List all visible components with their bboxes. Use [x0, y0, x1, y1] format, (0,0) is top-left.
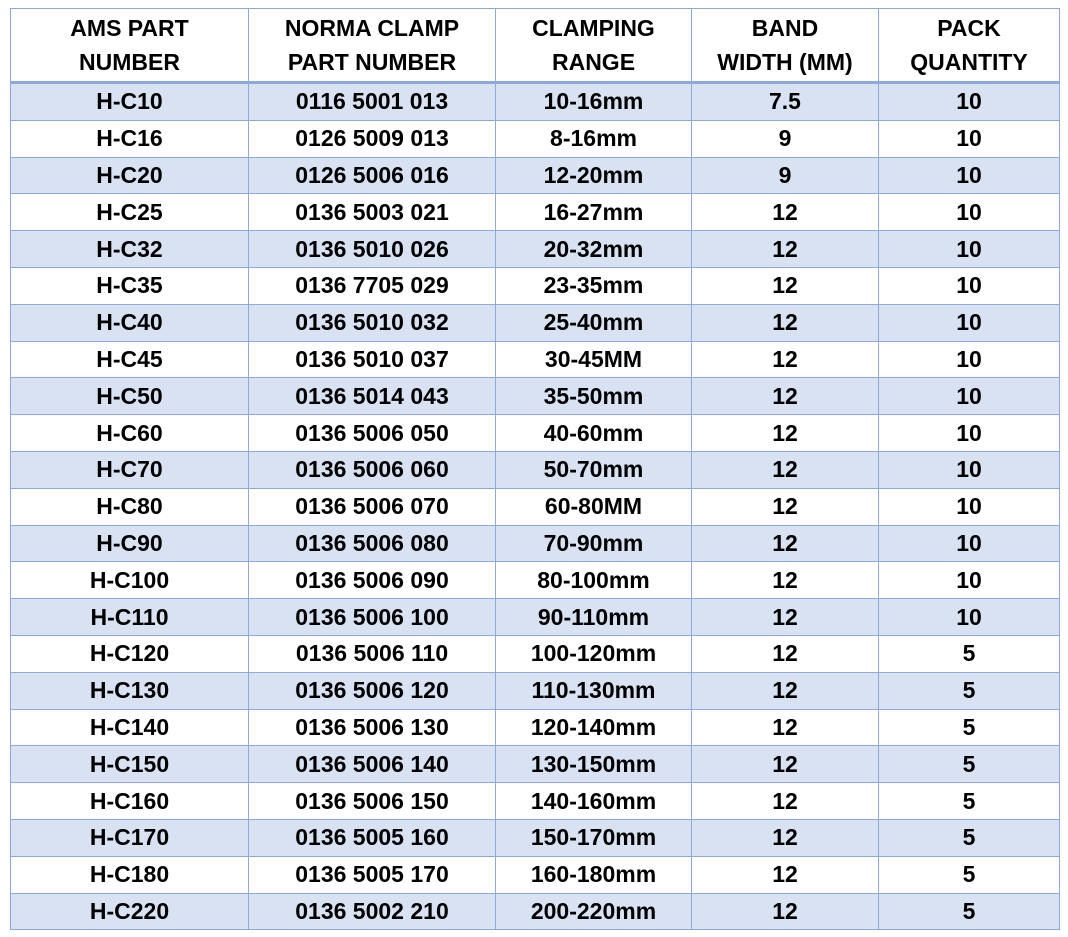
- norma-part-number-cell: 0116 5001 013: [249, 83, 496, 121]
- table-row: [11, 562, 1060, 599]
- clamping-range-cell: 8-16mm: [496, 120, 692, 157]
- ams-part-number-cell: H-C80: [11, 488, 249, 525]
- pack-quantity-cell: 5: [879, 746, 1060, 783]
- band-width-cell: 12: [692, 194, 879, 231]
- clamp-table: [10, 8, 1060, 930]
- pack-quantity-cell: 5: [879, 819, 1060, 856]
- table-row: [11, 194, 1060, 231]
- pack-quantity-cell: 10: [879, 562, 1060, 599]
- ams-part-number-cell: H-C100: [11, 562, 249, 599]
- clamping-range-cell: 23-35mm: [496, 267, 692, 304]
- norma-part-number-cell: 0136 5010 032: [249, 304, 496, 341]
- table-row: [11, 157, 1060, 194]
- header-pack-quantity: PACK QUANTITY: [879, 9, 1060, 83]
- pack-quantity-cell: 10: [879, 83, 1060, 121]
- band-width-cell: 12: [692, 451, 879, 488]
- clamping-range-cell: 70-90mm: [496, 525, 692, 562]
- table-row: [11, 893, 1060, 930]
- table-row: [11, 341, 1060, 378]
- ams-part-number-cell: H-C110: [11, 599, 249, 636]
- norma-part-number-cell: 0136 5006 060: [249, 451, 496, 488]
- norma-part-number-cell: 0136 7705 029: [249, 267, 496, 304]
- norma-part-number-cell: 0136 5002 210: [249, 893, 496, 930]
- band-width-cell: 12: [692, 783, 879, 820]
- band-width-cell: 9: [692, 120, 879, 157]
- band-width-cell: 12: [692, 231, 879, 268]
- clamping-range-cell: 20-32mm: [496, 231, 692, 268]
- norma-part-number-cell: 0126 5009 013: [249, 120, 496, 157]
- pack-quantity-cell: 5: [879, 783, 1060, 820]
- clamping-range-cell: 130-150mm: [496, 746, 692, 783]
- ams-part-number-cell: H-C50: [11, 378, 249, 415]
- band-width-cell: 12: [692, 562, 879, 599]
- clamping-range-cell: 40-60mm: [496, 415, 692, 452]
- table-body: [11, 83, 1060, 930]
- norma-part-number-cell: 0136 5006 110: [249, 635, 496, 672]
- table-row: [11, 599, 1060, 636]
- ams-part-number-cell: H-C70: [11, 451, 249, 488]
- norma-part-number-cell: 0136 5006 050: [249, 415, 496, 452]
- band-width-cell: 12: [692, 709, 879, 746]
- norma-part-number-cell: 0136 5006 120: [249, 672, 496, 709]
- norma-part-number-cell: 0136 5005 170: [249, 856, 496, 893]
- clamping-range-cell: 120-140mm: [496, 709, 692, 746]
- norma-part-number-cell: 0136 5003 021: [249, 194, 496, 231]
- pack-quantity-cell: 10: [879, 267, 1060, 304]
- band-width-cell: 9: [692, 157, 879, 194]
- band-width-cell: 12: [692, 746, 879, 783]
- band-width-cell: 12: [692, 341, 879, 378]
- header-band-width: BAND WIDTH (MM): [692, 9, 879, 83]
- ams-part-number-cell: H-C20: [11, 157, 249, 194]
- ams-part-number-cell: H-C45: [11, 341, 249, 378]
- ams-part-number-cell: H-C130: [11, 672, 249, 709]
- norma-part-number-cell: 0136 5006 100: [249, 599, 496, 636]
- pack-quantity-cell: 10: [879, 378, 1060, 415]
- band-width-cell: 12: [692, 525, 879, 562]
- table-header: [11, 9, 1060, 83]
- norma-part-number-cell: 0136 5010 037: [249, 341, 496, 378]
- table-row: [11, 635, 1060, 672]
- clamping-range-cell: 35-50mm: [496, 378, 692, 415]
- ams-part-number-cell: H-C16: [11, 120, 249, 157]
- norma-part-number-cell: 0136 5010 026: [249, 231, 496, 268]
- pack-quantity-cell: 10: [879, 525, 1060, 562]
- ams-part-number-cell: H-C35: [11, 267, 249, 304]
- header-row: [11, 9, 1060, 83]
- table-row: [11, 120, 1060, 157]
- clamping-range-cell: 80-100mm: [496, 562, 692, 599]
- band-width-cell: 12: [692, 378, 879, 415]
- ams-part-number-cell: H-C150: [11, 746, 249, 783]
- ams-part-number-cell: H-C220: [11, 893, 249, 930]
- ams-part-number-cell: H-C90: [11, 525, 249, 562]
- pack-quantity-cell: 10: [879, 341, 1060, 378]
- table-row: [11, 746, 1060, 783]
- table-row: [11, 488, 1060, 525]
- table-row: [11, 451, 1060, 488]
- norma-part-number-cell: 0136 5006 140: [249, 746, 496, 783]
- pack-quantity-cell: 5: [879, 635, 1060, 672]
- norma-part-number-cell: 0136 5006 150: [249, 783, 496, 820]
- table-row: [11, 525, 1060, 562]
- ams-part-number-cell: H-C160: [11, 783, 249, 820]
- band-width-cell: 12: [692, 599, 879, 636]
- table-row: [11, 672, 1060, 709]
- ams-part-number-cell: H-C25: [11, 194, 249, 231]
- pack-quantity-cell: 10: [879, 194, 1060, 231]
- band-width-cell: 12: [692, 856, 879, 893]
- pack-quantity-cell: 10: [879, 120, 1060, 157]
- pack-quantity-cell: 10: [879, 157, 1060, 194]
- clamping-range-cell: 110-130mm: [496, 672, 692, 709]
- clamping-range-cell: 50-70mm: [496, 451, 692, 488]
- header-norma-clamp-part-number: NORMA CLAMP PART NUMBER: [249, 9, 496, 83]
- norma-part-number-cell: 0136 5006 130: [249, 709, 496, 746]
- ams-part-number-cell: H-C120: [11, 635, 249, 672]
- band-width-cell: 12: [692, 893, 879, 930]
- pack-quantity-cell: 10: [879, 488, 1060, 525]
- ams-part-number-cell: H-C32: [11, 231, 249, 268]
- ams-part-number-cell: H-C60: [11, 415, 249, 452]
- pack-quantity-cell: 5: [879, 672, 1060, 709]
- norma-part-number-cell: 0126 5006 016: [249, 157, 496, 194]
- clamping-range-cell: 25-40mm: [496, 304, 692, 341]
- ams-part-number-cell: H-C140: [11, 709, 249, 746]
- band-width-cell: 12: [692, 488, 879, 525]
- clamping-range-cell: 100-120mm: [496, 635, 692, 672]
- table-row: [11, 819, 1060, 856]
- ams-part-number-cell: H-C10: [11, 83, 249, 121]
- clamping-range-cell: 140-160mm: [496, 783, 692, 820]
- norma-part-number-cell: 0136 5006 070: [249, 488, 496, 525]
- table-row: [11, 783, 1060, 820]
- band-width-cell: 12: [692, 267, 879, 304]
- table-row: [11, 83, 1060, 121]
- norma-part-number-cell: 0136 5006 090: [249, 562, 496, 599]
- band-width-cell: 12: [692, 304, 879, 341]
- table-row: [11, 856, 1060, 893]
- clamping-range-cell: 16-27mm: [496, 194, 692, 231]
- pack-quantity-cell: 10: [879, 231, 1060, 268]
- pack-quantity-cell: 10: [879, 415, 1060, 452]
- clamping-range-cell: 60-80MM: [496, 488, 692, 525]
- pack-quantity-cell: 5: [879, 856, 1060, 893]
- pack-quantity-cell: 5: [879, 893, 1060, 930]
- ams-part-number-cell: H-C170: [11, 819, 249, 856]
- pack-quantity-cell: 10: [879, 304, 1060, 341]
- clamping-range-cell: 160-180mm: [496, 856, 692, 893]
- table-row: [11, 231, 1060, 268]
- ams-part-number-cell: H-C180: [11, 856, 249, 893]
- clamping-range-cell: 150-170mm: [496, 819, 692, 856]
- pack-quantity-cell: 10: [879, 599, 1060, 636]
- band-width-cell: 12: [692, 672, 879, 709]
- pack-quantity-cell: 10: [879, 451, 1060, 488]
- table-row: [11, 378, 1060, 415]
- clamping-range-cell: 90-110mm: [496, 599, 692, 636]
- band-width-cell: 12: [692, 415, 879, 452]
- norma-part-number-cell: 0136 5014 043: [249, 378, 496, 415]
- table-row: [11, 267, 1060, 304]
- norma-part-number-cell: 0136 5005 160: [249, 819, 496, 856]
- clamping-range-cell: 30-45MM: [496, 341, 692, 378]
- band-width-cell: 12: [692, 819, 879, 856]
- table-row: [11, 304, 1060, 341]
- band-width-cell: 12: [692, 635, 879, 672]
- norma-part-number-cell: 0136 5006 080: [249, 525, 496, 562]
- band-width-cell: 7.5: [692, 83, 879, 121]
- table-row: [11, 415, 1060, 452]
- header-ams-part-number: AMS PART NUMBER: [11, 9, 249, 83]
- clamping-range-cell: 10-16mm: [496, 83, 692, 121]
- table-row: [11, 709, 1060, 746]
- pack-quantity-cell: 5: [879, 709, 1060, 746]
- clamping-range-cell: 12-20mm: [496, 157, 692, 194]
- header-clamping-range: CLAMPING RANGE: [496, 9, 692, 83]
- clamping-range-cell: 200-220mm: [496, 893, 692, 930]
- ams-part-number-cell: H-C40: [11, 304, 249, 341]
